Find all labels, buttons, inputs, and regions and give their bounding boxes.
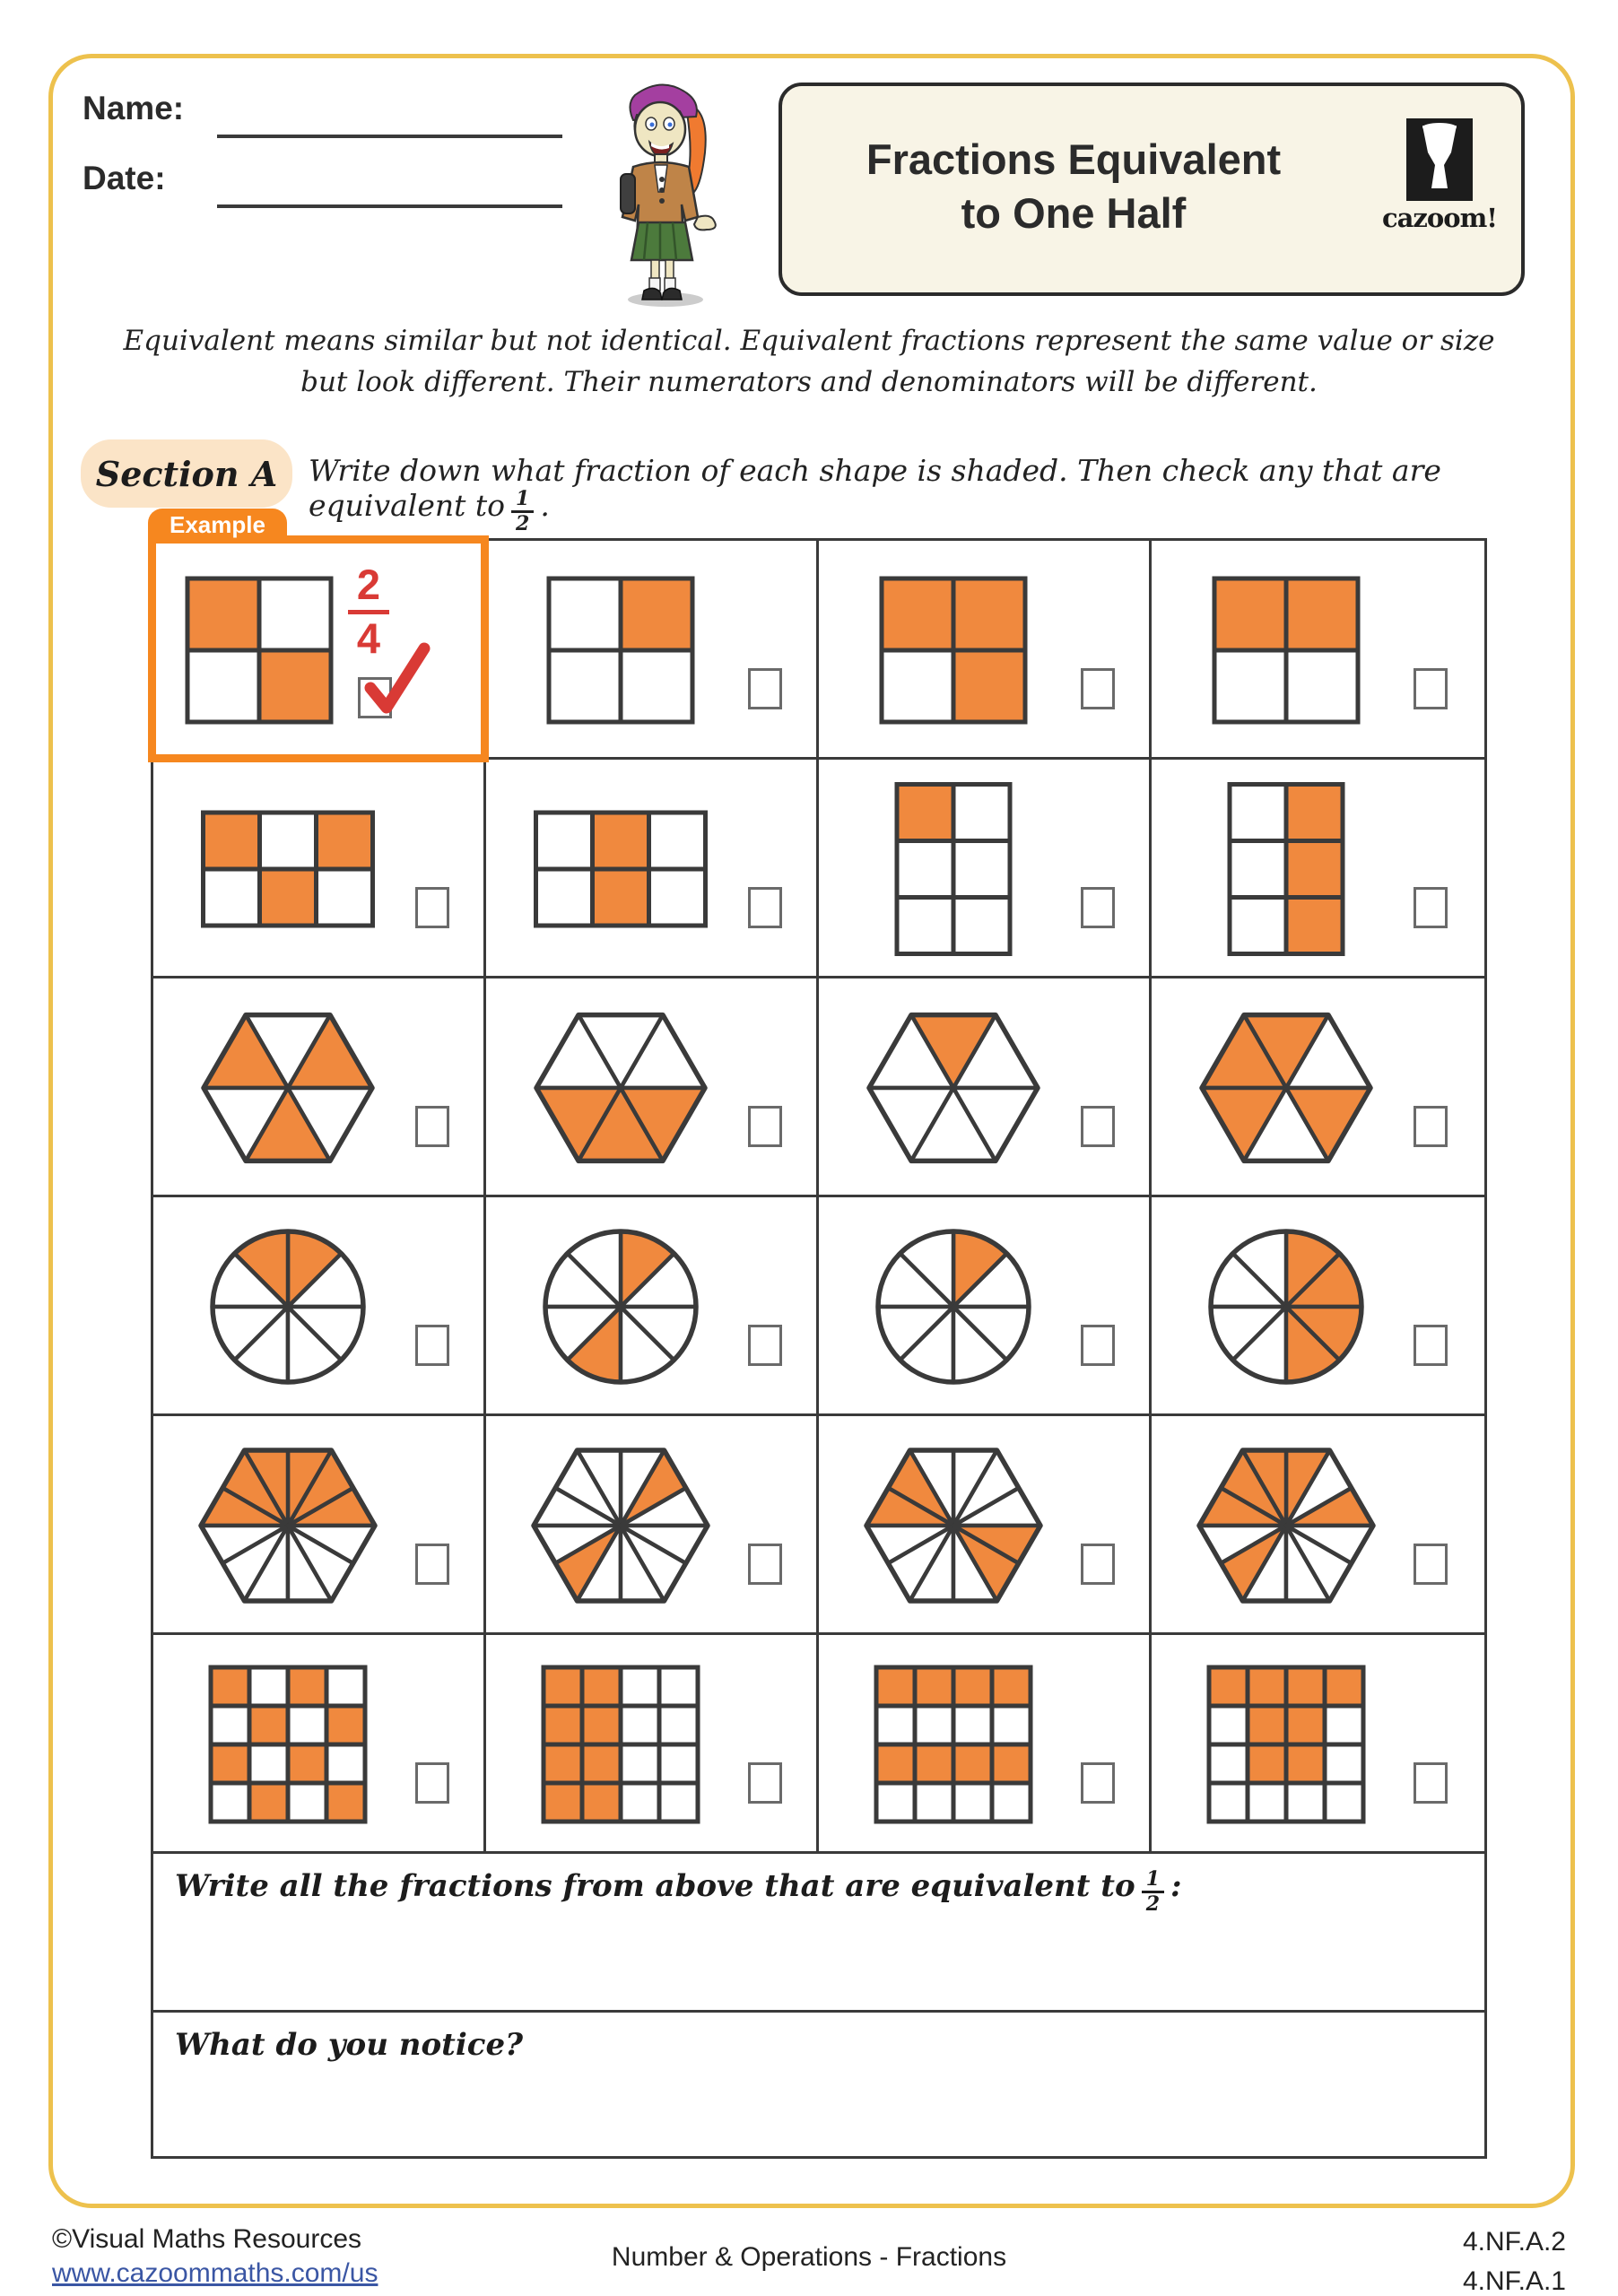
fraction-shape-hex12 bbox=[486, 1416, 755, 1632]
equivalent-checkbox[interactable] bbox=[415, 1106, 449, 1147]
intro-line-2: but look different. Their numerators and denominators will be different. bbox=[300, 366, 1318, 398]
date-input-line[interactable] bbox=[217, 204, 562, 208]
fraction-cell-r5-c1 bbox=[153, 1416, 486, 1635]
one-half-fraction: $\frac{1}{2}$ bbox=[1142, 1869, 1164, 1915]
fraction-cell-r4-c1 bbox=[153, 1197, 486, 1416]
equivalent-checkbox[interactable] bbox=[1414, 887, 1448, 928]
fraction-shape-circle8 bbox=[153, 1197, 422, 1413]
section-a-badge bbox=[81, 439, 292, 508]
fractions-table bbox=[151, 511, 1487, 2159]
equivalent-checkbox[interactable] bbox=[748, 1106, 782, 1147]
fraction-shape-hex12 bbox=[153, 1416, 422, 1632]
title-box bbox=[779, 83, 1525, 296]
fraction-shape-grid bbox=[153, 1635, 422, 1851]
fraction-cell-r5-c3 bbox=[819, 1416, 1152, 1635]
fraction-shape-hex12 bbox=[1152, 1416, 1421, 1632]
fraction-shape-hex6 bbox=[153, 978, 422, 1195]
equivalent-checkbox[interactable] bbox=[1414, 1325, 1448, 1366]
equivalent-checkbox[interactable] bbox=[415, 1762, 449, 1804]
fraction-cell-r4-c3 bbox=[819, 1197, 1152, 1416]
equivalent-checkbox[interactable] bbox=[748, 887, 782, 928]
fraction-shape-hex12 bbox=[819, 1416, 1088, 1632]
fraction-cell-r4-c2 bbox=[486, 1197, 819, 1416]
date-label: Date: bbox=[83, 160, 166, 196]
fraction-shape-grid bbox=[819, 760, 1088, 976]
cazoom-logo bbox=[1381, 118, 1498, 233]
equivalent-checkbox[interactable] bbox=[1081, 668, 1115, 709]
fraction-cell-r2-c3 bbox=[819, 760, 1152, 978]
equivalent-checkbox[interactable] bbox=[415, 1544, 449, 1585]
name-input-line[interactable] bbox=[217, 135, 562, 138]
fraction-cell-r2-c4 bbox=[1152, 760, 1484, 978]
fraction-cell-r3-c3 bbox=[819, 978, 1152, 1197]
equivalent-checkbox[interactable] bbox=[415, 1325, 449, 1366]
equivalent-checkbox[interactable] bbox=[1414, 1762, 1448, 1804]
equivalent-checkbox[interactable] bbox=[1081, 1106, 1115, 1147]
fraction-shape-grid bbox=[153, 760, 422, 976]
equivalent-checkbox[interactable] bbox=[1414, 1106, 1448, 1147]
fraction-shape-hex6 bbox=[1152, 978, 1421, 1195]
fraction-shape-grid bbox=[486, 1635, 755, 1851]
footer-category: Number & Operations - Fractions bbox=[611, 2242, 1007, 2272]
what-do-you-notice-row[interactable] bbox=[153, 2013, 1484, 2156]
fraction-shape-hex6 bbox=[486, 978, 755, 1195]
red-check-icon bbox=[351, 632, 431, 718]
write-fractions-row[interactable]: Write all the fractions from above that are equivalent to $\frac{1}{2}$ : bbox=[153, 1854, 1484, 2013]
fraction-cell-r3-c4 bbox=[1152, 978, 1484, 1197]
equivalent-checkbox[interactable] bbox=[748, 1762, 782, 1804]
fraction-shape-grid bbox=[486, 760, 755, 976]
fraction-shape-grid bbox=[486, 541, 755, 757]
section-a-instruction: Write down what fraction of each shape is shaded. Then check any that are equivalent to $\frac{1}{2}$ . bbox=[309, 453, 1441, 535]
fraction-cell-r5-c4 bbox=[1152, 1416, 1484, 1635]
fraction-cell-r2-c2 bbox=[486, 760, 819, 978]
cazoom-logo-text: cazoom! bbox=[1381, 203, 1498, 233]
section-a-label: Section A bbox=[95, 453, 278, 494]
shapes-grid bbox=[153, 511, 1484, 1854]
girl-illustration bbox=[565, 59, 762, 310]
fraction-cell-r6-c2 bbox=[486, 1635, 819, 1854]
fraction-cell-r6-c1 bbox=[153, 1635, 486, 1854]
fraction-cell-r2-c1 bbox=[153, 760, 486, 978]
example-label: Example bbox=[148, 509, 287, 544]
fraction-shape-grid bbox=[819, 541, 1088, 757]
fraction-cell-r1-c2 bbox=[486, 541, 819, 760]
fraction-shape-circle8 bbox=[486, 1197, 755, 1413]
intro-line-1: Equivalent means similar but not identical. Equivalent fractions represent the same value or size bbox=[123, 325, 1495, 357]
cazoom-logo-icon bbox=[1406, 118, 1473, 201]
worksheet-title: Fractions Equivalent to One Half bbox=[866, 135, 1282, 237]
name-label: Name: bbox=[83, 90, 185, 126]
equivalent-checkbox[interactable] bbox=[748, 1544, 782, 1585]
equivalent-checkbox[interactable] bbox=[1081, 1544, 1115, 1585]
footer-link[interactable]: www.cazoommaths.com/us bbox=[52, 2258, 378, 2288]
equivalent-checkbox[interactable] bbox=[1081, 1325, 1115, 1366]
fraction-cell-r6-c3 bbox=[819, 1635, 1152, 1854]
equivalent-checkbox[interactable] bbox=[1081, 887, 1115, 928]
equivalent-checkbox[interactable] bbox=[748, 668, 782, 709]
fraction-shape-grid bbox=[819, 1635, 1088, 1851]
notice-prompt: What do you notice? bbox=[175, 2027, 524, 2063]
footer-standard-codes: 4.NF.A.2 4.NF.A.1 bbox=[1462, 2227, 1566, 2296]
equivalent-checkbox[interactable] bbox=[1414, 668, 1448, 709]
equivalent-checkbox[interactable] bbox=[1414, 1544, 1448, 1585]
fraction-cell-r1-c4 bbox=[1152, 541, 1484, 760]
fraction-cell-r4-c4 bbox=[1152, 1197, 1484, 1416]
fraction-shape-hex6 bbox=[819, 978, 1088, 1195]
fraction-cell-r6-c4 bbox=[1152, 1635, 1484, 1854]
fraction-cell-r3-c1 bbox=[153, 978, 486, 1197]
fraction-cell-r1-c1 bbox=[153, 511, 486, 760]
fraction-cell-r1-c3 bbox=[819, 541, 1152, 760]
fraction-shape-grid bbox=[1152, 1635, 1421, 1851]
fraction-cell-r5-c2 bbox=[486, 1416, 819, 1635]
fraction-shape-grid bbox=[1152, 541, 1421, 757]
fraction-cell-r3-c2 bbox=[486, 978, 819, 1197]
equivalent-checkbox[interactable] bbox=[748, 1325, 782, 1366]
write-fractions-prompt: Write all the fractions from above that are equivalent to bbox=[175, 1868, 1135, 1904]
fraction-shape-circle8 bbox=[819, 1197, 1088, 1413]
equivalent-checkbox[interactable] bbox=[1081, 1762, 1115, 1804]
fraction-shape-grid bbox=[1152, 760, 1421, 976]
example-fraction: $\frac{2}{4}$ bbox=[333, 562, 404, 662]
equivalent-checkbox[interactable] bbox=[415, 887, 449, 928]
fraction-shape-circle8 bbox=[1152, 1197, 1421, 1413]
footer-copyright: ©Visual Maths Resources bbox=[52, 2224, 362, 2254]
one-half-fraction: $\frac{1}{2}$ bbox=[511, 489, 534, 535]
